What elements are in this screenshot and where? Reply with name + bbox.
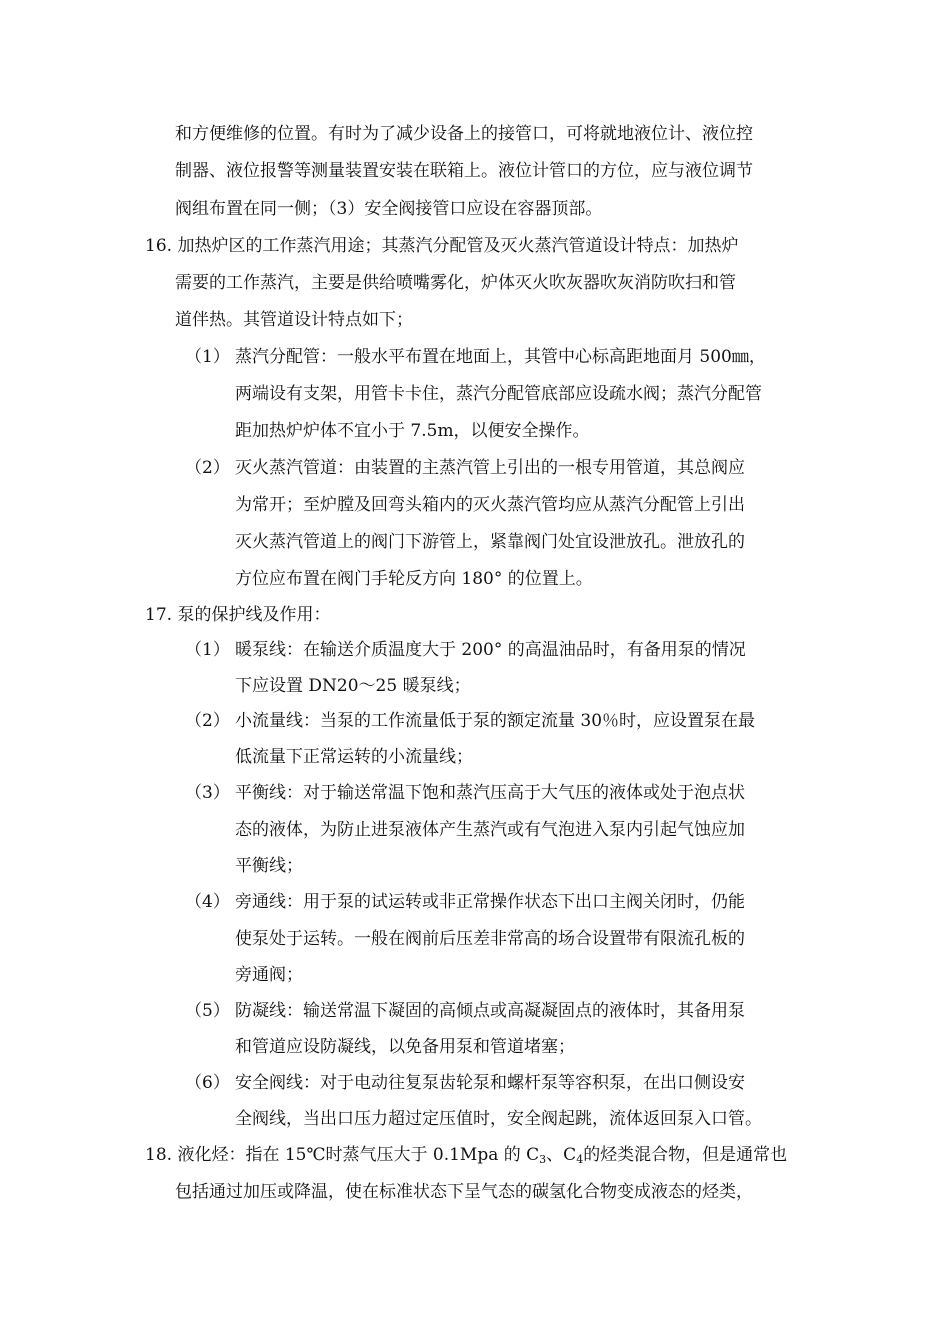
text-line: 使泵处于运转。一般在阀前后压差非常高的场合设置带有限流孔板的 <box>235 929 745 949</box>
text-line: 包括通过加压或降温，使在标准状态下呈气态的碳氢化合物变成液态的烃类， <box>175 1182 753 1202</box>
text-segment: 的烃类混合物，但是通常也 <box>583 1145 788 1165</box>
text-line: 制器、液位报警等测量装置安装在联箱上。液位计管口的方位，应与液位调节 <box>175 161 753 181</box>
text-segment: 、C <box>546 1145 577 1165</box>
text-line: 灭火蒸汽管道：由装置的主蒸汽管上引出的一根专用管道，其总阀应 <box>235 458 745 478</box>
text-line: 灭火蒸汽管道上的阀门下游管上，紧靠阀门处宜设泄放孔。泄放孔的 <box>235 532 745 552</box>
text-line: 暖泵线：在输送介质温度大于 200° 的高温油品时，有备用泵的情况 <box>235 640 746 660</box>
sub-item-number: （2） <box>185 458 230 478</box>
text-line: 两端设有支架，用管卡卡住，蒸汽分配管底部应设疏水阀；蒸汽分配管 <box>235 384 762 404</box>
sub-item-number: （4） <box>185 892 230 912</box>
text-line: 距加热炉炉体不宜小于 7.5m，以便安全操作。 <box>235 421 590 441</box>
text-line: 防凝线：输送常温下凝固的高倾点或高凝凝固点的液体时，其备用泵 <box>235 1001 745 1021</box>
text-segment: 18. 液化烃：指在 15℃时蒸气压大于 0.1Mpa 的 C <box>145 1145 540 1165</box>
text-line: 和管道应设防凝线，以免备用泵和管道堵塞； <box>235 1037 575 1057</box>
sub-item-number: （6） <box>185 1073 230 1093</box>
text-line: 方位应布置在阀门手轮反方向 180° 的位置上。 <box>235 569 593 589</box>
list-item-17: 17. 泵的保护线及作用： <box>145 605 331 625</box>
text-line: 全阀线，当出口压力超过定压值时，安全阀起跳，流体返回泵入口管。 <box>235 1109 762 1129</box>
subscript: 3 <box>539 1153 547 1166</box>
list-item-18 <box>145 1143 787 1172</box>
text-line: 道伴热。其管道设计特点如下； <box>175 310 413 330</box>
sub-item-number: （2） <box>185 711 230 731</box>
text-line: 平衡线； <box>235 856 303 876</box>
text-line: 需要的工作蒸汽，主要是供给喷嘴雾化，炉体灭火吹灰器吹灰消防吹扫和管 <box>175 273 736 293</box>
text-line: 小流量线：当泵的工作流量低于泵的额定流量 30％时，应设置泵在最 <box>235 711 756 731</box>
text-line: 下应设置 DN20～25 暖泵线； <box>235 676 471 696</box>
text-line: 为常开；至炉膛及回弯头箱内的灭火蒸汽管均应从蒸汽分配管上引出 <box>235 495 745 515</box>
sub-item-number: （1） <box>185 347 230 367</box>
sub-item-number: （1） <box>185 640 230 660</box>
sub-item-number: （5） <box>185 1001 230 1021</box>
text-line: 平衡线：对于输送常温下饱和蒸汽压高于大气压的液体或处于泡点状 <box>235 783 745 803</box>
text-line: 低流量下正常运转的小流量线； <box>235 747 473 767</box>
text-line: 旁通线：用于泵的试运转或非正常操作状态下出口主阀关闭时，仍能 <box>235 892 745 912</box>
text-line: 安全阀线：对于电动往复泵齿轮泵和螺杆泵等容积泵，在出口侧设安 <box>235 1073 745 1093</box>
list-item-16: 16. 加热炉区的工作蒸汽用途；其蒸汽分配管及灭火蒸汽管道设计特点：加热炉 <box>145 236 739 256</box>
text-line: 旁通阀； <box>235 965 303 985</box>
text-line: 蒸汽分配管：一般水平布置在地面上，其管中心标高距地面月 500㎜， <box>235 347 766 367</box>
subscript: 4 <box>576 1153 584 1166</box>
text-line: 阀组布置在同一侧；（3）安全阀接管口应设在容器顶部。 <box>175 199 603 219</box>
text-line: 态的液体，为防止进泵液体产生蒸汽或有气泡进入泵内引起气蚀应加 <box>235 820 745 840</box>
text-line: 和方便维修的位置。有时为了减少设备上的接管口，可将就地液位计、液位控 <box>175 124 753 144</box>
sub-item-number: （3） <box>185 783 230 803</box>
